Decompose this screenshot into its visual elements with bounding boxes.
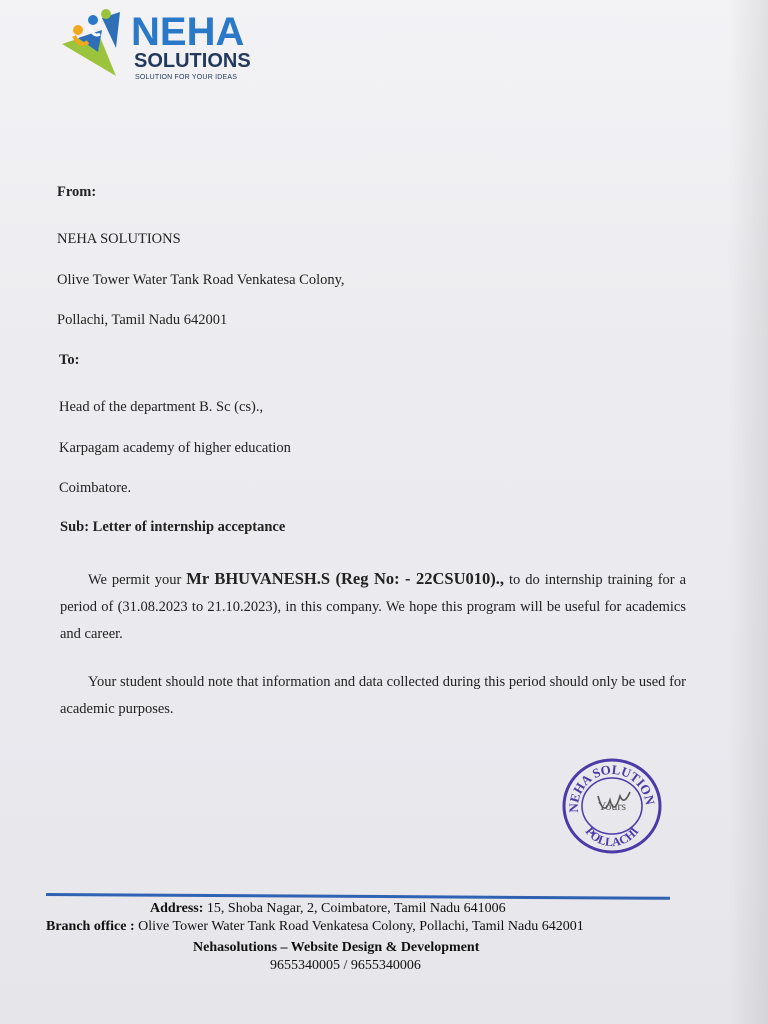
footer-phones: 9655340005 / 9655340006 bbox=[270, 958, 421, 973]
para1-start: We permit your bbox=[88, 572, 187, 588]
student-name: Mr BHUVANESH.S (Reg No: - 22CSU010)., bbox=[186, 569, 505, 588]
stamp-center-text: Yours bbox=[597, 799, 627, 813]
stamp-top-text: NEHA SOLUTION bbox=[565, 761, 658, 813]
footer-tagline: Nehasolutions – Website Design & Development bbox=[193, 940, 480, 955]
to-line-2: Karpagam academy of higher education bbox=[59, 440, 291, 456]
from-line-2: Olive Tower Water Tank Road Venkatesa Colony, bbox=[57, 272, 345, 288]
logo-figures-icon bbox=[58, 8, 130, 80]
body-paragraph-1 bbox=[60, 565, 686, 648]
footer-branch bbox=[46, 919, 584, 935]
subject-line: Sub: Letter of internship acceptance bbox=[60, 519, 286, 535]
branch-value: Olive Tower Water Tank Road Venkatesa Colony, Pollachi, Tamil Nadu 642001 bbox=[138, 919, 584, 934]
to-line-3: Coimbatore. bbox=[59, 480, 132, 496]
logo-name: NEHA bbox=[131, 10, 245, 54]
svg-text:POLLACHI bbox=[583, 824, 642, 849]
to-line-1: Head of the department B. Sc (cs)., bbox=[59, 399, 264, 415]
para1-end: to do internship training for a period of (31.08.2023 to 21.10.2023), in this company. We hope this program will be useful for academics and career. bbox=[60, 572, 687, 642]
stamp-bottom-text: POLLACHI bbox=[582, 824, 642, 850]
company-stamp bbox=[560, 756, 664, 856]
from-line-3: Pollachi, Tamil Nadu 642001 bbox=[57, 312, 228, 328]
footer-rule bbox=[46, 893, 670, 900]
page-edge-shadow bbox=[728, 0, 768, 1024]
logo-tagline: SOLUTION FOR YOUR IDEAS bbox=[135, 74, 238, 81]
from-line-1: NEHA SOLUTIONS bbox=[57, 231, 181, 247]
footer-address bbox=[150, 901, 506, 917]
address-value: 15, Shoba Nagar, 2, Coimbatore, Tamil Nadu 641006 bbox=[206, 901, 506, 916]
body-paragraph-2: Your student should note that information and data collected during this period should only be used for academic purposes. bbox=[60, 674, 686, 717]
company-logo bbox=[58, 8, 278, 88]
branch-label: Branch office : bbox=[46, 919, 135, 934]
logo-subtitle: SOLUTIONS bbox=[134, 50, 251, 72]
from-label: From: bbox=[57, 184, 97, 200]
to-label: To: bbox=[59, 352, 80, 368]
address-label: Address: bbox=[150, 901, 204, 916]
stamp-seal-icon bbox=[560, 756, 664, 856]
